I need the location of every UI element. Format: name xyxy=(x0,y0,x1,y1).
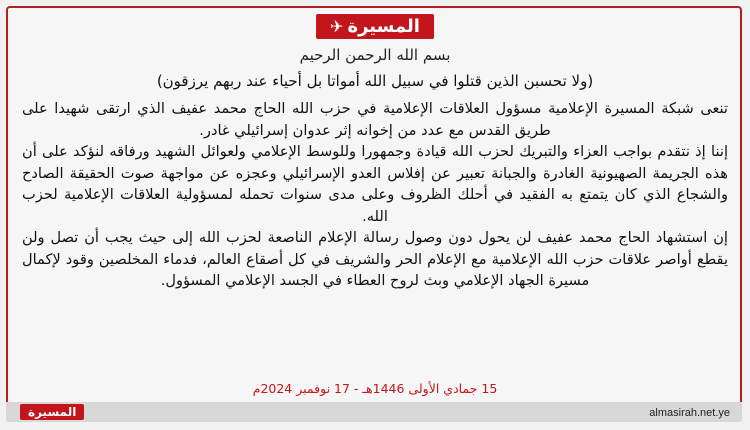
paragraph-1: تنعى شبكة المسيرة الإعلامية مسؤول العلاقات الإعلامية في حزب الله الحاج محمد عفيف الذي ارتقى شهيدا على طريق القدس مع عدد من إخوانه إثر عدوان إسرائيلي غادر. xyxy=(22,100,728,139)
statement-body xyxy=(22,98,728,292)
quran-verse: (ولا تحسبن الذين قتلوا في سبيل الله أمواتا بل أحياء عند ربهم يرزقون) xyxy=(156,72,594,90)
footer-bar xyxy=(6,402,742,422)
logo-text: المسيرة xyxy=(347,16,420,37)
basmala: بسم الله الرحمن الرحيم xyxy=(299,46,451,64)
footer-logo: المسيرة xyxy=(20,404,84,420)
brand-logo xyxy=(316,14,434,39)
paragraph-2: إننا إذ نتقدم بواجب العزاء والتبريك لحزب الله قيادة وجمهورا وللوسط الإعلامي ولعوائل الشهيد ورفاقه لنؤكد على أن هذه الجريمة الصهيونية الغادرة والجبانة تعبير عن إفلاس العدو الإسرائيلي وعجزه عن مواجهة صوت الحقيقة الصادح والشجاع الذي كان يتمتع به الفقيد في أحلك الظروف وعلى مدى سنوات تحمله لمسؤولية العلاقات الإعلامية لحزب الله. xyxy=(22,143,728,225)
paragraph-3: إن استشهاد الحاج محمد عفيف لن يحول دون وصول رسالة الإعلام الناصعة لحزب الله إلى حيث يجب أن تصل ولن يقطع أواصر علاقات حزب الله الإعلامية مع الإعلام الحر والشريف في كل أصقاع العالم، فدماء المخلصين وقود لإكمال مسيرة الجهاد الإعلامي وبث لروح العطاء في الجسد الإعلامي المسؤول. xyxy=(22,229,728,289)
bird-icon: ✈ xyxy=(330,17,344,36)
footer-url[interactable]: almasirah.net.ye xyxy=(649,407,730,419)
statement-date: 15 جمادي الأولى 1446هـ - 17 نوفمبر 2024م xyxy=(252,381,498,396)
